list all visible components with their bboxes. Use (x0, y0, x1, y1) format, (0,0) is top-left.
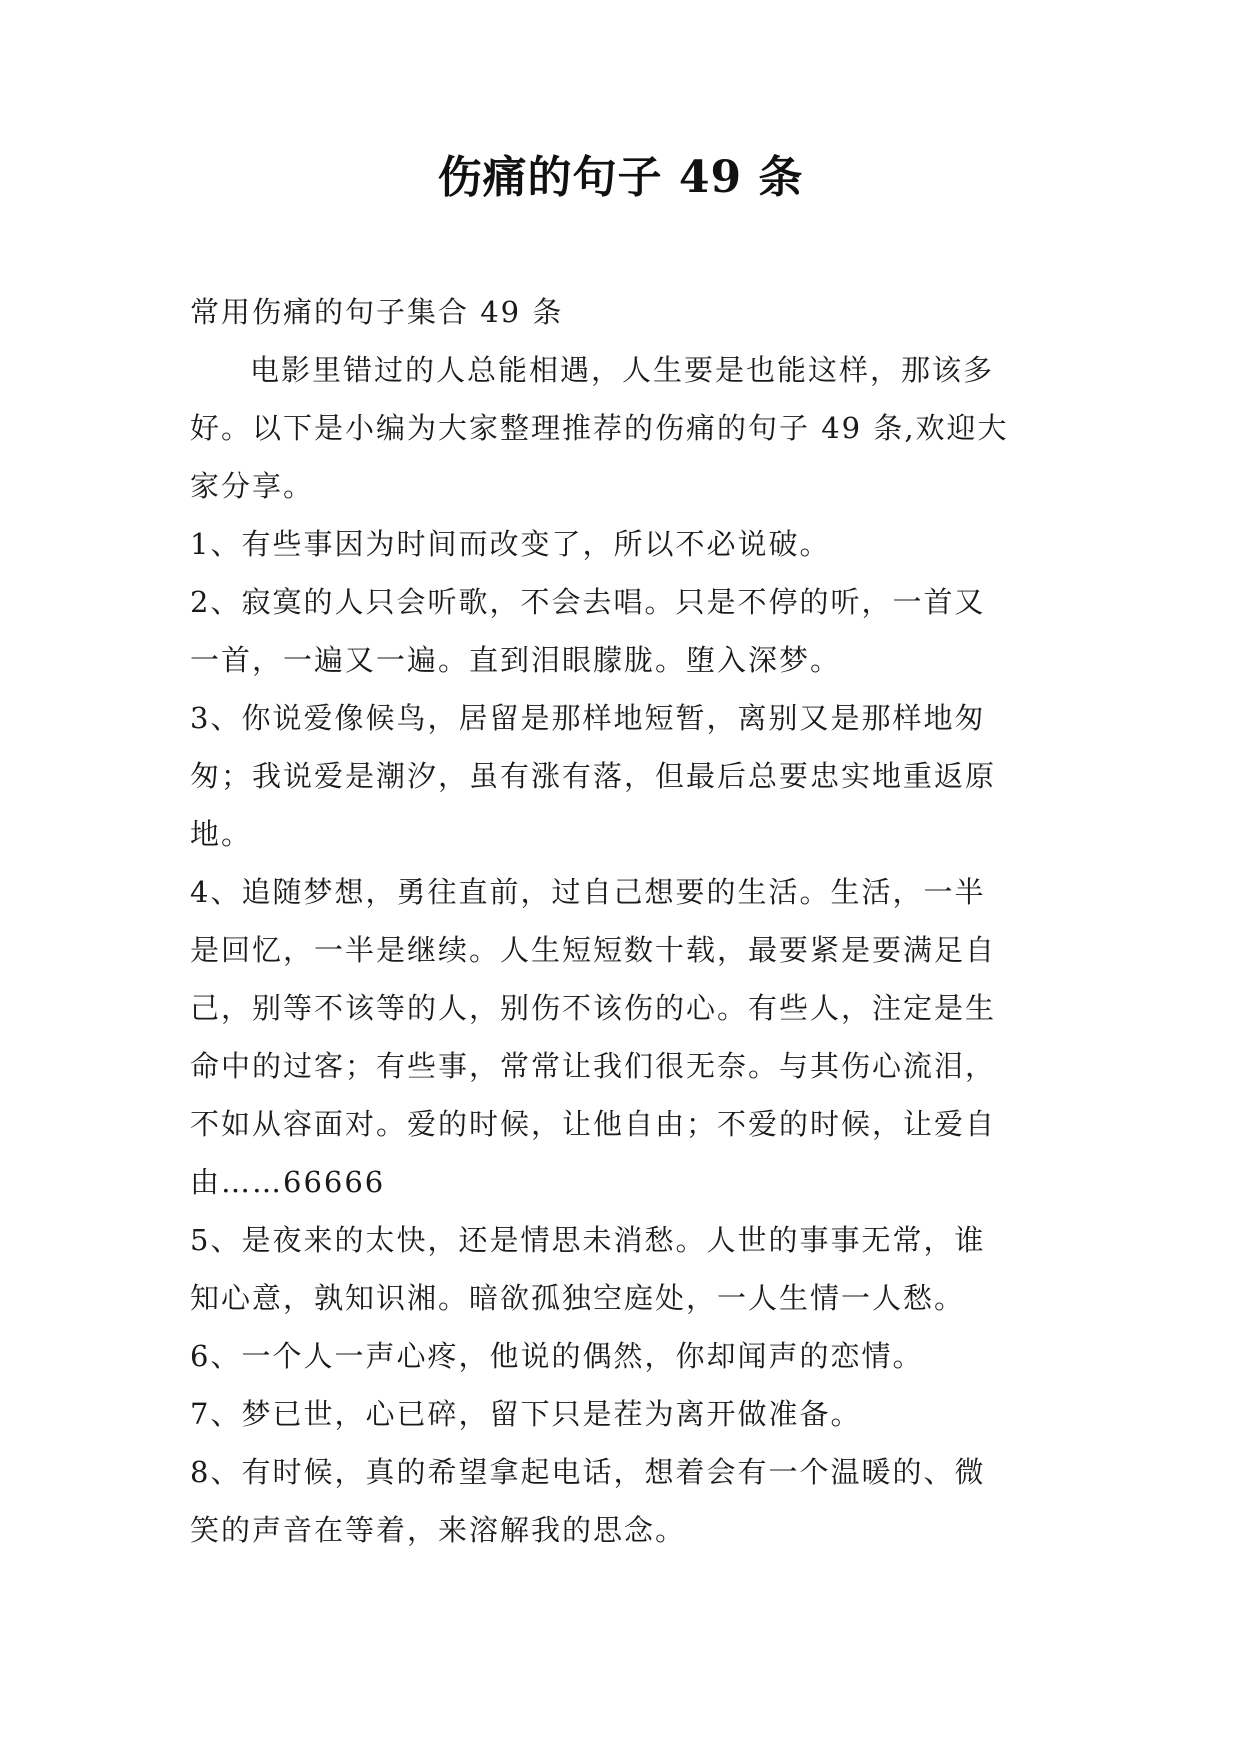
quote-item-line: 笑的声音在等着，来溶解我的思念。 (190, 1513, 687, 1547)
quote-item-line: 5、是夜来的太快，还是情思未消愁。人世的事事无常，谁 (190, 1223, 986, 1257)
quote-item-line: 6、一个人一声心疼，他说的偶然，你却闻声的恋情。 (190, 1339, 924, 1373)
quote-item-line: 知心意，孰知识湘。暗欲孤独空庭处，一人生情一人愁。 (190, 1281, 966, 1315)
quote-item-line: 8、有时候，真的希望拿起电话，想着会有一个温暖的、微 (190, 1455, 986, 1489)
document-body (190, 283, 1060, 1559)
quote-item-line: 匆；我说爱是潮汐，虽有涨有落，但最后总要忠实地重返原 (190, 759, 997, 793)
quote-item-line: 1、有些事因为时间而改变了，所以不必说破。 (190, 527, 831, 561)
intro-paragraph-line: 家分享。 (190, 469, 315, 503)
page-title: 伤痛的句子 49 条 (437, 152, 804, 203)
intro-paragraph-line: 电影里错过的人总能相遇，人生要是也能这样，那该多 (250, 353, 995, 387)
quote-item-line: 是回忆，一半是继续。人生短短数十载，最要紧是要满足自 (190, 933, 997, 967)
quote-item-line: 一首，一遍又一遍。直到泪眼朦胧。堕入深梦。 (190, 643, 842, 677)
quote-item-line: 命中的过客；有些事，常常让我们很无奈。与其伤心流泪， (190, 1049, 997, 1083)
quote-item-line: 不如从容面对。爱的时候，让他自由；不爱的时候，让爱自 (190, 1107, 997, 1141)
quote-item-line: 地。 (190, 817, 253, 851)
quote-item-line: 己，别等不该等的人，别伤不该伤的心。有些人，注定是生 (190, 991, 997, 1025)
quote-item-line: 7、梦已世，心已碎，留下只是茬为离开做准备。 (190, 1397, 862, 1431)
quote-item-line: 2、寂寞的人只会听歌，不会去唱。只是不停的听，一首又 (190, 585, 986, 619)
quote-item-line: 由……66666 (190, 1165, 386, 1199)
subtitle-line: 常用伤痛的句子集合 49 条 (190, 295, 564, 329)
quote-item-line: 3、你说爱像候鸟，居留是那样地短暂，离别又是那样地匆 (190, 701, 986, 735)
intro-paragraph-line: 好。以下是小编为大家整理推荐的伤痛的句子 49 条,欢迎大 (190, 411, 1009, 445)
quote-item-line: 4、追随梦想，勇往直前，过自己想要的生活。生活，一半 (190, 875, 986, 909)
